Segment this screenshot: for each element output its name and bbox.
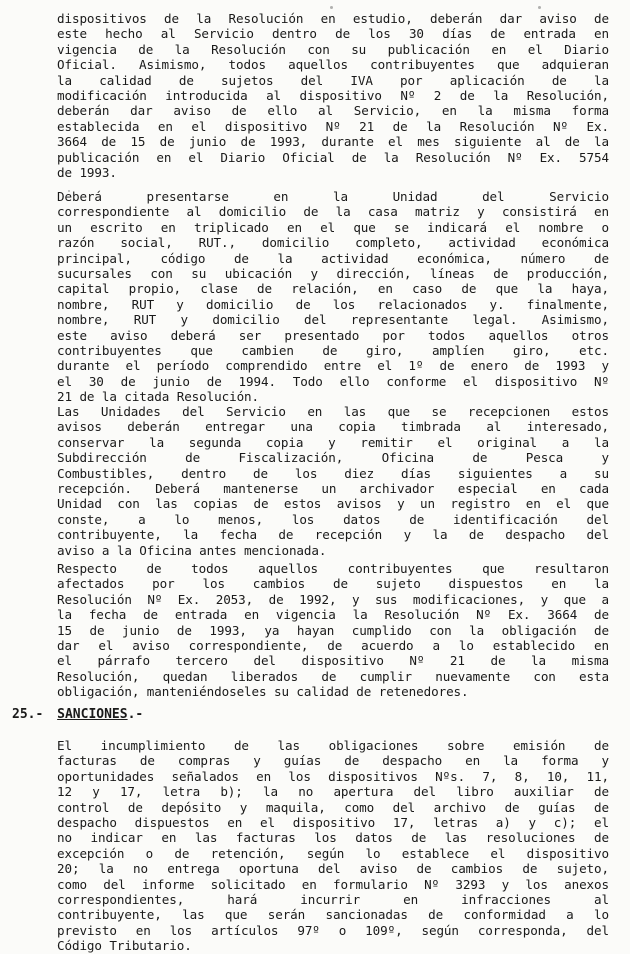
text-line: conste, a lo menos, los datos de identificación del xyxy=(57,511,609,527)
text-line: este aviso deberá ser presentado por todos aquellos otros xyxy=(57,327,609,343)
scan-speck xyxy=(330,6,333,9)
text-line: facturas de compras y guías de despacho en la forma y xyxy=(57,753,609,769)
text-line: 21 de la citada Resolución. xyxy=(57,389,260,405)
text-line: contribuyente, la fecha de recepción y la de despacho del xyxy=(57,527,609,543)
text-line: correspondiente al domicilio de la casa matriz y consistirá en xyxy=(57,204,609,220)
paragraph-service-units xyxy=(57,404,609,558)
text-line: 15 de junio de 1993, ya hayan cumplido con la obligación de xyxy=(57,622,609,638)
text-line: 20; la no entrega oportuna del aviso de cambios de sujeto, xyxy=(57,861,609,877)
text-line: nombre, RUT y domicilio del representante legal. Asimismo, xyxy=(57,312,609,328)
text-line: Deberá presentarse en la Unidad del Servicio xyxy=(57,189,609,204)
section-title-suffix: .- xyxy=(127,707,144,722)
scan-speck xyxy=(538,6,541,9)
text-line: vigencia de la Resolución con su publicación en el Diario xyxy=(57,41,609,57)
text-line: deberán dar aviso de ello al Servicio, en la misma forma xyxy=(57,103,609,119)
text-line: no indicar en las facturas los datos de las resoluciones de xyxy=(57,830,609,846)
text-line: el 30 de junio de 1994. Todo ello conforme el dispositivo Nº xyxy=(57,373,609,389)
text-line: correspondientes, hará incurrir en infracciones al xyxy=(57,892,609,908)
section-heading xyxy=(12,707,143,722)
text-line: publicación en el Diario Oficial de la Resolución Nº Ex. 5754 xyxy=(57,149,609,165)
text-line: contribuyente, las que serán sancionadas de conformidad a lo xyxy=(57,907,609,923)
paragraph-affected-taxpayers xyxy=(57,561,609,700)
text-line: aviso a la Oficina antes mencionada. xyxy=(57,542,327,558)
text-line: despacho dispuestos en el dispositivo 17, letras a) y c); el xyxy=(57,815,609,831)
text-line: El incumplimiento de las obligaciones sobre emisión de xyxy=(57,738,609,753)
text-line: principal, código de la actividad económica, número de xyxy=(57,250,609,266)
text-line: dar el aviso correspondiente, de acuerdo a lo establecido en xyxy=(57,638,609,654)
text-line: oportunidades señalados en los dispositivos Nºs. 7, 8, 10, 11, xyxy=(57,768,609,784)
text-line: 3664 de 15 de junio de 1993, durante el mes siguiente al de la xyxy=(57,134,609,150)
text-line: razón social, RUT., domicilio completo, actividad económica xyxy=(57,235,609,251)
text-line: afectados por los cambios de sujeto dispuestos en la xyxy=(57,576,609,592)
section-title: SANCIONES xyxy=(57,707,128,722)
text-line: sucursales con su ubicación y dirección, líneas de producción, xyxy=(57,266,609,282)
text-line: capital propio, clase de relación, en caso de que la haya, xyxy=(57,281,609,297)
text-line: establecida en el dispositivo Nº 21 de la Resolución Nº Ex. xyxy=(57,118,609,134)
text-line: de 1993. xyxy=(57,165,117,181)
text-line: contribuyentes que cambien de giro, amplíen giro, etc. xyxy=(57,343,609,359)
text-line: Unidad con las copias de estos avisos y un registro en el que xyxy=(57,496,609,512)
text-line: este hecho al Servicio dentro de los 30 días de entrada en xyxy=(57,26,609,42)
text-line: Combustibles, dentro de los diez días siguientes a su xyxy=(57,465,609,481)
text-line: Las Unidades del Servicio en las que se recepcionen estos xyxy=(57,404,609,419)
text-line: recepción. Deberá mantenerse un archivador especial en cada xyxy=(57,481,609,497)
text-line: obligación, manteniéndoseles su calidad de retenedores. xyxy=(57,684,469,700)
text-line: Código Tributario. xyxy=(57,938,192,954)
text-line: previsto en los artículos 97º o 109º, según corresponda, del xyxy=(57,922,609,938)
text-line: un escrito en triplicado en el que se indicará el nombre o xyxy=(57,219,609,235)
text-line: avisos deberán entregar una copia timbrada al interesado, xyxy=(57,419,609,435)
text-line: 12 y 17, letra b); la no apertura del libro auxiliar de xyxy=(57,784,609,800)
text-line: modificación introducida al dispositivo Nº 2 de la Resolución, xyxy=(57,88,609,104)
text-line: conservar la segunda copia y remitir el original a la xyxy=(57,434,609,450)
text-line: la calidad de sujetos del IVA por aplicación de la xyxy=(57,72,609,88)
text-line: dispositivos de la Resolución en estudio, deberán dar aviso de xyxy=(57,11,609,26)
text-line: la fecha de entrada en vigencia la Resolución Nº Ex. 3664 de xyxy=(57,607,609,623)
text-line: excepción o de retención, según lo establece el dispositivo xyxy=(57,845,609,861)
text-line: Subdirección de Fiscalización, Oficina de Pesca y xyxy=(57,450,609,466)
text-line: el párrafo tercero del dispositivo Nº 21 de la misma xyxy=(57,653,609,669)
paragraph-resolution-notice xyxy=(57,11,609,180)
text-line: Resolución, quedan liberados de cumplir nuevamente con esta xyxy=(57,668,609,684)
text-line: Respecto de todos aquellos contribuyentes que resultaron xyxy=(57,561,609,576)
text-line: durante el período comprendido entre el 1º de enero de 1993 y xyxy=(57,358,609,374)
paragraph-sanctions xyxy=(57,738,609,954)
paragraph-submission-requirements xyxy=(57,189,609,405)
text-line: control de depósito y maquila, como del archivo de guías de xyxy=(57,799,609,815)
section-number: 25.- xyxy=(12,707,44,722)
text-line: como del informe solicitado en formulario Nº 3293 y los anexos xyxy=(57,876,609,892)
text-line: Resolución Nº Ex. 2053, de 1992, y sus modificaciones, y que a xyxy=(57,591,609,607)
text-line: Oficial. Asimismo, todos aquellos contribuyentes que adquieran xyxy=(57,57,609,73)
text-line: nombre, RUT y domicilio de los relacionados y. finalmente, xyxy=(57,296,609,312)
